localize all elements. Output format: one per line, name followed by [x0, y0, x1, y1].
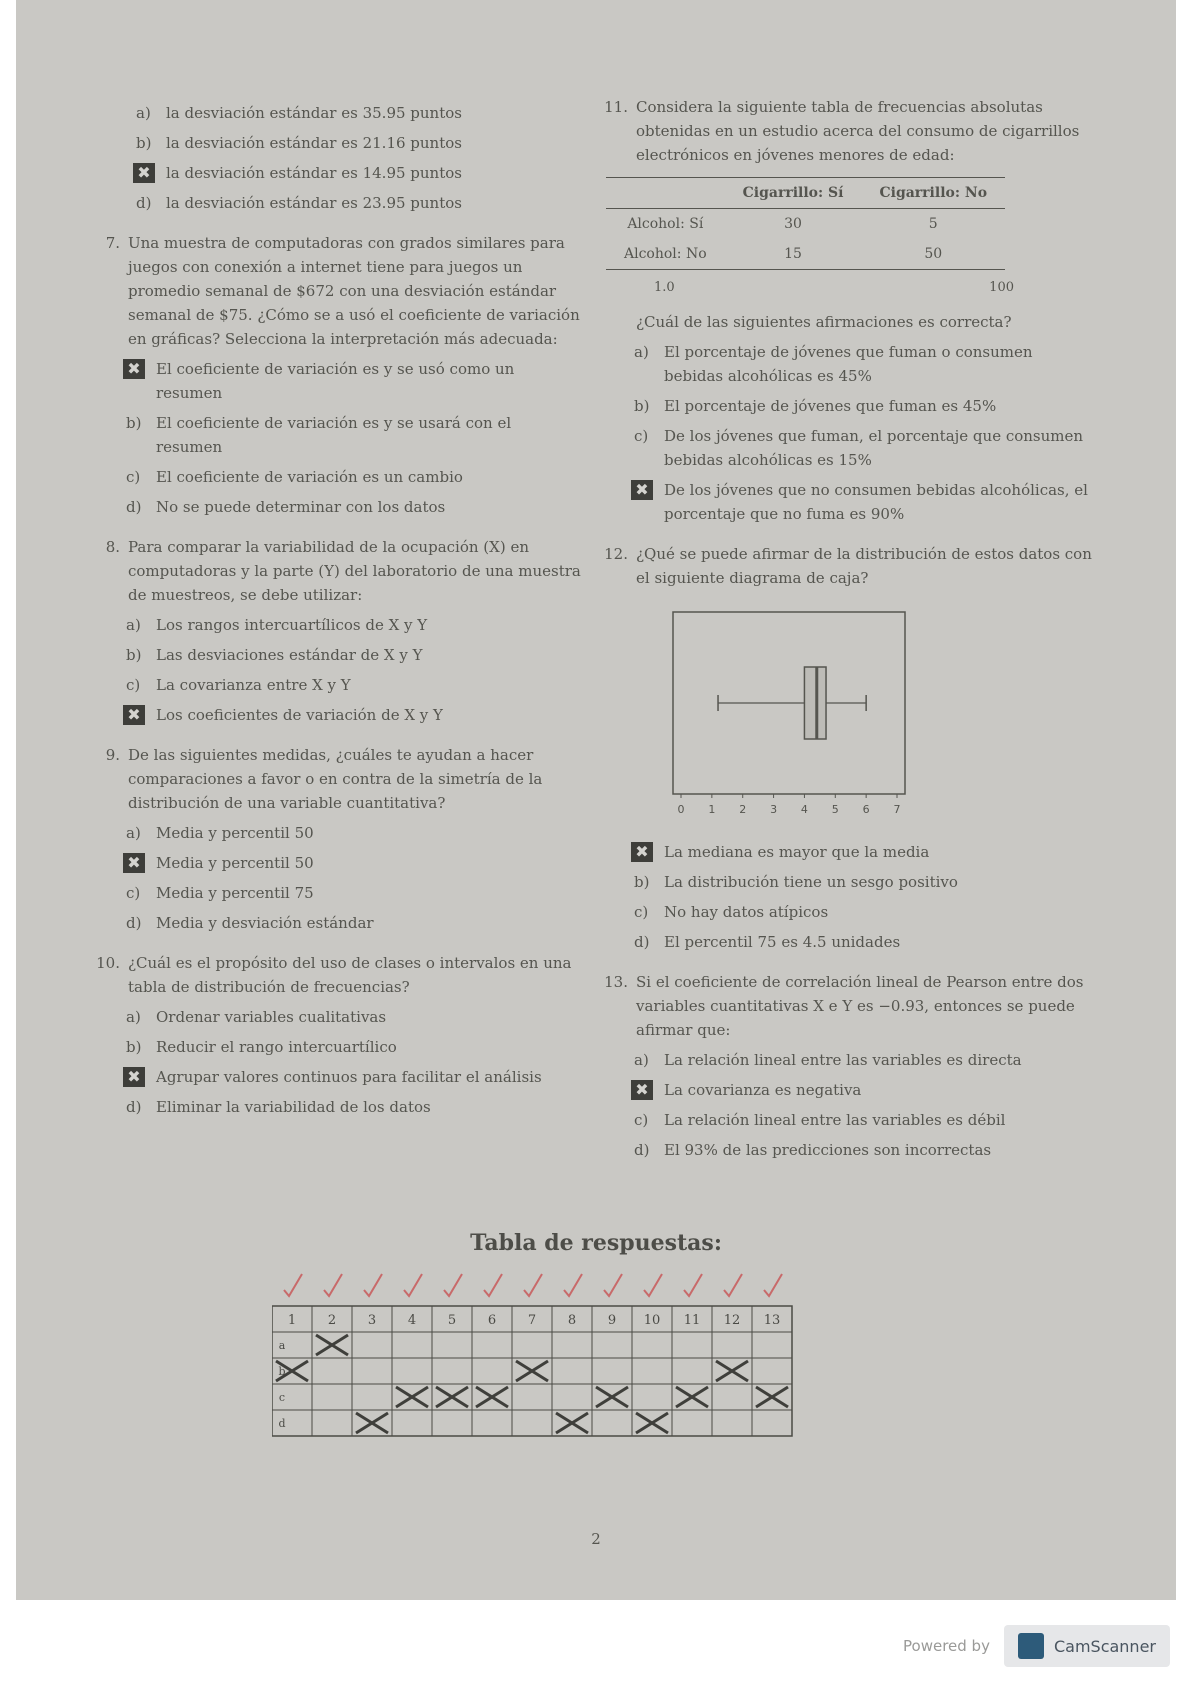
answer-x-mark	[716, 1361, 748, 1381]
answer-option[interactable]	[126, 613, 581, 637]
selected-mark-icon: ✖	[123, 705, 145, 725]
question-block	[86, 535, 581, 727]
check-icon	[404, 1274, 422, 1296]
option-text: Los rangos intercuartílicos de X y Y	[156, 616, 428, 634]
question-number-header: 11	[683, 1313, 701, 1328]
question-number: 9.	[105, 746, 120, 764]
table-header	[606, 178, 725, 209]
answer-x-mark	[436, 1387, 468, 1407]
page-number: 2	[591, 1530, 601, 1548]
option-text: La relación lineal entre las variables es débil	[664, 1111, 1006, 1129]
option-key: a)	[136, 104, 151, 122]
question-stem: De las siguientes medidas, ¿cuáles te ayudan a hacer comparaciones a favor o en contra de la simetría de la distribución de una variable cuantitativa?	[128, 746, 543, 812]
check-icon	[644, 1274, 662, 1296]
question-stem: Una muestra de computadoras con grados similares para juegos con conexión a internet tiene para juegos un promedio semanal de $672 con una desviación estándar semanal de $75. ¿Cómo se a usó el coeficiente de variación en gráficas? Selecciona la interpretación más adecuada:	[128, 234, 580, 348]
question-number-header: 7	[527, 1313, 537, 1328]
option-letter-label: a	[278, 1339, 286, 1352]
option-key: c)	[126, 676, 141, 694]
iqr-box	[804, 667, 826, 739]
option-key: a)	[126, 616, 141, 634]
answer-option[interactable]	[126, 357, 581, 405]
answer-option[interactable]	[634, 870, 1094, 894]
answer-option[interactable]	[126, 911, 581, 935]
option-key: b)	[634, 873, 650, 891]
option-key: c)	[126, 468, 141, 486]
answer-option[interactable]	[634, 1078, 1094, 1102]
x-tick-label: 0	[677, 803, 685, 816]
answer-option[interactable]	[126, 643, 581, 667]
check-icon	[364, 1274, 382, 1296]
table-footer	[654, 276, 1014, 300]
table-cell: 15	[784, 246, 802, 262]
question-prompt: ¿Cuál de las siguientes afirmaciones es correcta?	[636, 313, 1012, 331]
selected-mark-icon: ✖	[631, 1080, 653, 1100]
question-number-header: 3	[367, 1313, 377, 1328]
options-list	[86, 1005, 581, 1119]
table-row	[606, 209, 1005, 240]
option-text: la desviación estándar es 14.95 puntos	[166, 164, 462, 182]
option-letter-label: b	[278, 1365, 286, 1378]
check-icon	[604, 1274, 622, 1296]
selected-mark-icon: ✖	[123, 1067, 145, 1087]
answer-x-mark	[596, 1387, 628, 1407]
answer-option[interactable]	[126, 1005, 581, 1029]
question-number-header: 6	[487, 1313, 497, 1328]
boxplot-chart	[669, 604, 909, 819]
table-row	[606, 239, 1005, 270]
option-key: d)	[126, 1098, 142, 1116]
answer-option[interactable]	[634, 840, 1094, 864]
question-number: 8.	[105, 538, 120, 556]
option-text: El percentil 75 es 4.5 unidades	[664, 933, 901, 951]
option-text: Reducir el rango intercuartílico	[156, 1038, 397, 1056]
option-text: Media y percentil 75	[156, 884, 314, 902]
answer-option[interactable]	[634, 1108, 1094, 1132]
option-key: a)	[634, 1051, 649, 1069]
scanned-page	[16, 0, 1176, 1600]
footer-brand-badge[interactable]	[1004, 1625, 1170, 1667]
option-key: b)	[126, 646, 142, 664]
option-key: d)	[126, 914, 142, 932]
check-icon	[764, 1274, 782, 1296]
option-key: d)	[126, 498, 142, 516]
check-icon	[724, 1274, 742, 1296]
question-number: 10.	[96, 954, 120, 972]
camscanner-logo-icon	[1018, 1633, 1044, 1659]
option-text: la desviación estándar es 35.95 puntos	[166, 104, 462, 122]
boxplot-figure	[669, 604, 1094, 826]
selected-mark-icon: ✖	[123, 359, 145, 379]
selected-mark-icon: ✖	[631, 480, 653, 500]
option-text: La distribución tiene un sesgo positivo	[664, 873, 958, 891]
x-tick-label: 5	[831, 803, 839, 816]
table-cell: 5	[928, 216, 938, 232]
option-text: Media y percentil 50	[156, 824, 314, 842]
answer-option[interactable]	[136, 161, 581, 185]
answer-x-mark	[316, 1335, 348, 1355]
answer-option[interactable]	[126, 1035, 581, 1059]
option-text: No hay datos atípicos	[664, 903, 829, 921]
question-number-header: 4	[407, 1313, 417, 1328]
question-number-header: 1	[287, 1313, 297, 1328]
x-tick-label: 2	[739, 803, 747, 816]
table-footer-left: 1.0	[654, 280, 675, 295]
question-12	[594, 542, 1094, 954]
option-key: b)	[126, 1038, 142, 1056]
option-text: La covarianza es negativa	[664, 1081, 862, 1099]
option-text: De los jóvenes que no consumen bebidas alcohólicas, el porcentaje que no fuma es 90%	[664, 481, 1088, 523]
check-icon	[284, 1274, 302, 1296]
question-number: 13.	[604, 973, 628, 991]
question-block	[86, 743, 581, 935]
question-number: 12.	[604, 545, 628, 563]
option-key: a)	[126, 824, 141, 842]
option-key: c)	[634, 903, 649, 921]
check-icon	[564, 1274, 582, 1296]
scanner-watermark	[903, 1625, 1170, 1667]
option-text: El porcentaje de jóvenes que fuman o consumen bebidas alcohólicas es 45%	[664, 343, 1033, 385]
answer-option[interactable]	[126, 881, 581, 905]
option-text: El 93% de las predicciones son incorrectas	[664, 1141, 992, 1159]
option-key: d)	[634, 1141, 650, 1159]
answer-option[interactable]	[634, 478, 1094, 526]
option-text: Los coeficientes de variación de X y Y	[156, 706, 443, 724]
x-tick-label: 3	[770, 803, 778, 816]
question-block	[86, 951, 581, 1119]
answer-table-title: Tabla de respuestas:	[470, 1230, 722, 1256]
answer-table	[272, 1268, 812, 1502]
footer-label: Powered by	[903, 1637, 990, 1655]
question-number: 7.	[105, 234, 120, 252]
option-text: Media y desviación estándar	[156, 914, 374, 932]
option-key: d)	[136, 194, 152, 212]
answer-x-mark	[636, 1413, 668, 1433]
option-key: b)	[136, 134, 152, 152]
answer-option[interactable]	[126, 673, 581, 697]
question-number-header: 8	[567, 1313, 577, 1328]
answer-x-mark	[516, 1361, 548, 1381]
answer-option[interactable]	[126, 1065, 581, 1089]
options-list	[86, 613, 581, 727]
answer-option[interactable]	[126, 465, 581, 489]
question-stem: Considera la siguiente tabla de frecuencias absolutas obtenidas en un estudio acerca del consumo de cigarrillos electrónicos en jóvenes menores de edad:	[636, 98, 1080, 164]
selected-mark-icon: ✖	[123, 853, 145, 873]
answer-x-mark	[476, 1387, 508, 1407]
table-cell: 30	[784, 216, 802, 232]
answer-option[interactable]	[634, 900, 1094, 924]
table-cell: 50	[924, 246, 943, 262]
question-number-header: 12	[723, 1313, 741, 1328]
check-icon	[324, 1274, 342, 1296]
check-icon	[444, 1274, 462, 1296]
answer-x-mark	[676, 1387, 708, 1407]
question-stem: ¿Qué se puede afirmar de la distribución de estos datos con el siguiente diagrama de caja?	[636, 545, 1092, 587]
option-letter-label: d	[278, 1417, 286, 1430]
option-key: a)	[126, 1008, 141, 1026]
options-list	[86, 101, 581, 215]
answer-x-mark	[756, 1387, 788, 1407]
left-column	[86, 95, 581, 1135]
answer-option[interactable]	[126, 411, 581, 459]
options-list	[594, 340, 1094, 526]
answer-x-mark	[356, 1413, 388, 1433]
answer-option[interactable]	[126, 703, 581, 727]
question-number-header: 2	[327, 1313, 337, 1328]
option-text: El coeficiente de variación es y se usó como un resumen	[156, 360, 515, 402]
question-block	[86, 101, 581, 215]
option-key: b)	[126, 414, 142, 432]
option-text: la desviación estándar es 23.95 puntos	[166, 194, 462, 212]
question-11	[594, 95, 1094, 526]
option-letter-label: c	[278, 1391, 286, 1404]
option-key: d)	[634, 933, 650, 951]
answer-option[interactable]	[126, 1095, 581, 1119]
answer-option[interactable]	[634, 394, 1094, 418]
x-tick-label: 1	[708, 803, 716, 816]
answer-option[interactable]	[634, 1138, 1094, 1162]
right-column	[594, 95, 1094, 1178]
table-header: Cigarrillo: No	[879, 185, 988, 201]
check-icon	[524, 1274, 542, 1296]
question-stem: Si el coeficiente de correlación lineal de Pearson entre dos variables cuantitativas X e Y es −0.93, entonces se puede afirmar que:	[636, 973, 1084, 1039]
option-text: La relación lineal entre las variables es directa	[664, 1051, 1022, 1069]
selected-mark-icon: ✖	[133, 163, 155, 183]
question-number-header: 5	[447, 1313, 457, 1328]
x-tick-label: 6	[862, 803, 870, 816]
x-tick-label: 4	[800, 803, 808, 816]
options-list	[86, 357, 581, 519]
option-text: El porcentaje de jóvenes que fuman es 45%	[664, 397, 997, 415]
option-key: c)	[634, 427, 649, 445]
option-key: c)	[634, 1111, 649, 1129]
selected-mark-icon: ✖	[631, 842, 653, 862]
check-icon	[484, 1274, 502, 1296]
answer-option[interactable]	[136, 131, 581, 155]
check-icon	[684, 1274, 702, 1296]
question-number-header: 9	[607, 1313, 617, 1328]
answer-option[interactable]	[634, 340, 1094, 388]
option-text: No se puede determinar con los datos	[156, 498, 446, 516]
option-text: La mediana es mayor que la media	[664, 843, 930, 861]
answer-option[interactable]	[126, 495, 581, 519]
option-key: a)	[634, 343, 649, 361]
answer-option[interactable]	[126, 851, 581, 875]
option-key: b)	[634, 397, 650, 415]
table-cell: Alcohol: No	[624, 246, 707, 262]
answer-option[interactable]	[126, 821, 581, 845]
option-text: Eliminar la variabilidad de los datos	[156, 1098, 431, 1116]
option-text: La covarianza entre X y Y	[156, 676, 351, 694]
option-key: c)	[126, 884, 141, 902]
answer-option[interactable]	[634, 1048, 1094, 1072]
option-text: Agrupar valores continuos para facilitar el análisis	[156, 1068, 542, 1086]
answer-x-mark	[556, 1413, 588, 1433]
question-13	[594, 970, 1094, 1162]
option-text: El coeficiente de variación es y se usará con el resumen	[156, 414, 512, 456]
question-block	[86, 231, 581, 519]
option-text: Media y percentil 50	[156, 854, 314, 872]
footer-brand-name: CamScanner	[1053, 1636, 1156, 1656]
question-number-header: 13	[763, 1313, 781, 1328]
answer-grid	[272, 1268, 812, 1498]
question-stem: Para comparar la variabilidad de la ocupación (X) en computadoras y la parte (Y) del laboratorio de una muestra de muestreos, se debe utilizar:	[128, 538, 581, 604]
options-list	[594, 1048, 1094, 1162]
answer-option[interactable]	[634, 930, 1094, 954]
table-header: Cigarrillo: Sí	[742, 185, 844, 201]
options-list	[86, 821, 581, 935]
question-stem: ¿Cuál es el propósito del uso de clases o intervalos en una tabla de distribución de frecuencias?	[128, 954, 572, 996]
option-text: De los jóvenes que fuman, el porcentaje que consumen bebidas alcohólicas es 15%	[664, 427, 1084, 469]
answer-option[interactable]	[634, 424, 1094, 472]
table-cell: Alcohol: Sí	[627, 216, 704, 232]
option-text: El coeficiente de variación es un cambio	[156, 468, 463, 486]
x-tick-label: 7	[893, 803, 901, 816]
frequency-table	[606, 177, 1005, 270]
options-list	[594, 840, 1094, 954]
option-text: Las desviaciones estándar de X y Y	[156, 646, 423, 664]
answer-option[interactable]	[136, 191, 581, 215]
option-text: Ordenar variables cualitativas	[156, 1008, 387, 1026]
question-number: 11.	[604, 98, 628, 116]
question-number-header: 10	[643, 1313, 661, 1328]
option-text: la desviación estándar es 21.16 puntos	[166, 134, 462, 152]
answer-x-mark	[396, 1387, 428, 1407]
answer-option[interactable]	[136, 101, 581, 125]
table-footer-right: 100	[989, 280, 1014, 295]
